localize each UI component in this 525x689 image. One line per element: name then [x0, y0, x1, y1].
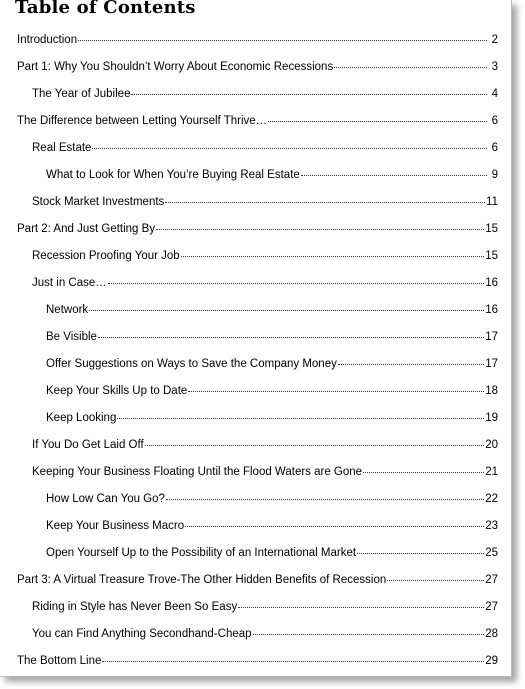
toc-entry[interactable] [17, 112, 498, 128]
toc-title: Table of Contents [15, 0, 196, 18]
toc-entry[interactable] [17, 220, 498, 236]
dot-leader [338, 353, 484, 365]
toc-entry-label: Riding in Style has Never Been So Easy [32, 601, 238, 613]
toc-entry-label: Part 2: And Just Getting By [17, 223, 156, 235]
toc-entry[interactable] [32, 463, 498, 479]
toc-entry-page-number: 6 [491, 115, 498, 127]
toc-entry-label: Keeping Your Business Floating Until the Flood Waters are Gone [32, 466, 363, 478]
toc-entry[interactable] [46, 382, 498, 398]
toc-entry-page-number: 15 [485, 250, 498, 262]
toc-entry-label: Part 3: A Virtual Treasure Trove-The Other Hidden Benefits of Recession [17, 574, 387, 586]
toc-entry-page-number: 6 [491, 142, 498, 154]
toc-entry-page-number: 15 [485, 223, 498, 235]
dot-leader [268, 110, 487, 122]
toc-entry-label: Real Estate [32, 142, 92, 154]
dot-leader [188, 380, 484, 392]
toc-entry[interactable] [46, 544, 498, 560]
toc-entry[interactable] [17, 31, 498, 47]
toc-entry[interactable] [46, 166, 498, 182]
toc-entry-label: The Year of Jubilee [32, 88, 131, 100]
toc-entry[interactable] [46, 328, 498, 344]
toc-entry-page-number: 27 [485, 574, 498, 586]
toc-entry-page-number: 22 [485, 493, 498, 505]
toc-entry-label: Just in Case… [32, 277, 107, 289]
toc-entry[interactable] [32, 598, 498, 614]
toc-entry-page-number: 16 [485, 304, 498, 316]
dot-leader [334, 56, 487, 68]
toc-entry[interactable] [17, 58, 498, 74]
toc-entry-label: Network [46, 304, 89, 316]
toc-entry-page-number: 18 [485, 385, 498, 397]
toc-entry-label: What to Look for When You’re Buying Real Estate [46, 169, 300, 181]
toc-entry-label: Keep Looking [46, 412, 117, 424]
dot-leader [156, 218, 484, 230]
toc-entry-label: How Low Can You Go? [46, 493, 165, 505]
toc-entry[interactable] [46, 409, 498, 425]
toc-entry-page-number: 11 [486, 196, 498, 208]
toc-entry[interactable] [32, 625, 498, 641]
dot-leader [131, 83, 487, 95]
toc-entry-label: Part 1: Why You Shouldn’t Worry About Economic Recessions [17, 61, 334, 73]
toc-entry-page-number: 2 [491, 34, 498, 46]
toc-entry[interactable] [46, 301, 498, 317]
dot-leader [165, 191, 485, 203]
dot-leader [145, 434, 485, 446]
dot-leader [357, 542, 484, 554]
toc-entry-page-number: 16 [485, 277, 498, 289]
toc-entry-label: Keep Your Skills Up to Date [46, 385, 188, 397]
dot-leader [117, 407, 484, 419]
dot-leader [185, 515, 484, 527]
toc-entry[interactable] [32, 247, 498, 263]
toc-entry[interactable] [17, 652, 498, 668]
toc-entry-page-number: 21 [485, 466, 498, 478]
dot-leader [363, 461, 484, 473]
toc-entry[interactable] [46, 517, 498, 533]
toc-entry[interactable] [32, 193, 498, 209]
toc-entry-page-number: 23 [485, 520, 498, 532]
toc-entry-page-number: 29 [485, 655, 498, 667]
toc-entry-page-number: 28 [485, 628, 498, 640]
toc-entry-page-number: 4 [491, 88, 498, 100]
toc-entry[interactable] [46, 355, 498, 371]
dot-leader [181, 245, 485, 257]
toc-entry-label: You can Find Anything Secondhand-Cheap [32, 628, 252, 640]
toc-entry[interactable] [32, 139, 498, 155]
toc-entry-label: If You Do Get Laid Off [32, 439, 144, 451]
toc-entry-page-number: 20 [485, 439, 498, 451]
toc-entry-label: Recession Proofing Your Job [32, 250, 180, 262]
toc-entry[interactable] [32, 85, 498, 101]
dot-leader [108, 272, 484, 284]
toc-entry-page-number: 3 [491, 61, 498, 73]
toc-entry-label: Introduction [17, 34, 78, 46]
toc-entry-label: The Bottom Line [17, 655, 102, 667]
dot-leader [92, 137, 487, 149]
dot-leader [166, 488, 484, 500]
toc-entry-label: Stock Market Investments [32, 196, 165, 208]
toc-entry-label: Keep Your Business Macro [46, 520, 185, 532]
dot-leader [78, 29, 487, 41]
dot-leader [89, 299, 484, 311]
toc-entry-label: The Difference between Letting Yourself Thrive… [17, 115, 268, 127]
toc-entry-page-number: 17 [485, 358, 498, 370]
toc-entry-label: Be Visible [46, 331, 97, 343]
toc-entry-label: Open Yourself Up to the Possibility of an International Market [46, 547, 357, 559]
toc-entry-page-number: 25 [485, 547, 498, 559]
dot-leader [98, 326, 484, 338]
dot-leader [387, 569, 484, 581]
toc-entry[interactable] [32, 274, 498, 290]
dot-leader [238, 596, 484, 608]
dot-leader [301, 164, 487, 176]
toc-entry-page-number: 19 [485, 412, 498, 424]
toc-entry-page-number: 17 [485, 331, 498, 343]
toc-entry-page-number: 27 [485, 601, 498, 613]
dot-leader [253, 623, 485, 635]
toc-entry-page-number: 9 [491, 169, 498, 181]
toc-entry-label: Offer Suggestions on Ways to Save the Company Money [46, 358, 337, 370]
toc-entry[interactable] [17, 571, 498, 587]
toc-entry[interactable] [46, 490, 498, 506]
toc-entry[interactable] [32, 436, 498, 452]
dot-leader [102, 650, 484, 662]
